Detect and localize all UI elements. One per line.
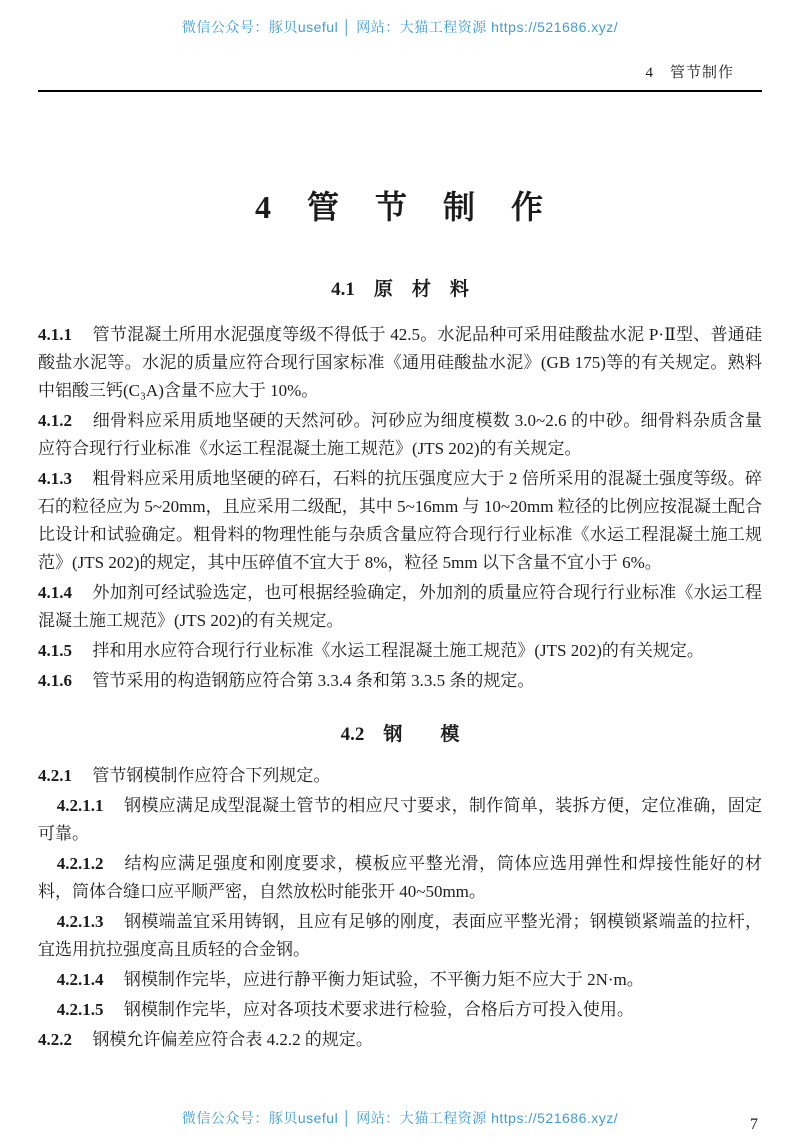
clause-4-2-2 (38, 1026, 762, 1054)
clause-4-2-1-4-number: 4.2.1.4 (56, 970, 104, 989)
clause-4-2-1-4 (38, 966, 762, 994)
watermark-top: 微信公众号：豚贝useful │ 网站：大猫工程资源 https://521686.xyz/ (181, 19, 619, 35)
page-number: 7 (750, 1116, 758, 1133)
clause-4-2-1-5-number: 4.2.1.5 (56, 1000, 104, 1019)
clause-4-1-3-number: 4.1.3 (38, 469, 72, 488)
header-rule (38, 90, 762, 92)
clause-4-1-6 (38, 667, 762, 695)
clause-4-2-2-text: 钢模允许偏差应符合表 4.2.2 的规定。 (92, 1030, 373, 1049)
clause-4-1-2 (38, 407, 762, 463)
clause-4-2-1-5 (38, 996, 762, 1024)
clause-4-1-3-text: 粗骨料应采用质地坚硬的碎石，石料的抗压强度应大于 2 倍所采用的混凝土强度等级。碎石的粒径应为 5~20mm，且应采用二级配，其中 5~16mm 与 10~20mm 粒径的比例应按混凝土配合比设计和试验确定。粗骨料的物理性能与杂质含量应符合现行行业标准《水运工程混凝土施工规范》(JTS 202)的规定，其中压碎值不宜大于 8%，粒径 5mm 以下含量不宜小于 6%。 (38, 469, 762, 572)
clause-4-2-1-3-number: 4.2.1.3 (56, 912, 104, 931)
clause-4-1-1 (38, 321, 762, 405)
watermark-bottom: 微信公众号：豚贝useful │ 网站：大猫工程资源 https://521686.xyz/ (181, 1110, 619, 1126)
clause-4-2-1-text: 管节钢模制作应符合下列规定。 (92, 766, 331, 785)
clause-4-2-1-1 (38, 792, 762, 848)
clause-4-1-1-text: 管节混凝土所用水泥强度等级不得低于 42.5。水泥品种可采用硅酸盐水泥 P·Ⅱ型、普通硅酸盐水泥等。水泥的质量应符合现行国家标准《通用硅酸盐水泥》(GB 175)等的有关规定。熟料中铝酸三钙(C₃A)含量不应大于 10%。 (38, 325, 762, 400)
chapter-title: 4 管 节 制 作 (254, 189, 545, 225)
clause-4-2-1-1-text: 钢模应满足成型混凝土管节的相应尺寸要求，制作简单，装拆方便，定位准确，固定可靠。 (38, 796, 762, 843)
clause-4-1-4-text: 外加剂可经试验选定，也可根据经验确定，外加剂的质量应符合现行行业标准《水运工程混凝土施工规范》(JTS 202)的有关规定。 (38, 583, 762, 630)
clause-4-1-4 (38, 579, 762, 635)
clause-4-1-4-number: 4.1.4 (38, 583, 72, 602)
clause-4-1-1-number: 4.1.1 (38, 325, 72, 344)
clause-4-1-6-number: 4.1.6 (38, 671, 72, 690)
clause-4-1-5 (38, 637, 762, 665)
clause-4-1-2-text: 细骨料应采用质地坚硬的天然河砂。河砂应为细度模数 3.0~2.6 的中砂。细骨料杂质含量应符合现行行业标准《水运工程混凝土施工规范》(JTS 202)的有关规定。 (38, 411, 762, 458)
clause-4-1-5-text: 拌和用水应符合现行行业标准《水运工程混凝土施工规范》(JTS 202)的有关规定。 (92, 641, 704, 660)
clause-4-1-2-number: 4.1.2 (38, 411, 72, 430)
clause-4-2-1-1-number: 4.2.1.1 (56, 796, 104, 815)
clause-4-2-1-3-text: 钢模端盖宜采用铸钢，且应有足够的刚度，表面应平整光滑；钢模锁紧端盖的拉杆，宜选用抗拉强度高且质轻的合金钢。 (38, 912, 762, 959)
clause-4-2-1-2-number: 4.2.1.2 (56, 854, 104, 873)
clause-4-2-1-2 (38, 850, 762, 906)
clause-4-1-3 (38, 465, 762, 577)
clause-4-2-1-4-text: 钢模制作完毕，应进行静平衡力矩试验，不平衡力矩不应大于 2N·m。 (123, 970, 644, 989)
clause-4-2-2-number: 4.2.2 (38, 1030, 72, 1049)
clause-4-2-1 (38, 762, 762, 790)
running-header-title: 4 管节制作 (645, 65, 734, 81)
clause-4-2-1-5-text: 钢模制作完毕，应对各项技术要求进行检验，合格后方可投入使用。 (123, 1000, 634, 1019)
clause-4-2-1-3 (38, 908, 762, 964)
clause-4-1-6-text: 管节采用的构造钢筋应符合第 3.3.4 条和第 3.3.5 条的规定。 (92, 671, 535, 690)
clause-4-1-5-number: 4.1.5 (38, 641, 72, 660)
clause-4-2-1-number: 4.2.1 (38, 766, 72, 785)
running-header (38, 37, 762, 90)
section-4-1-heading: 4.1 原 材 料 (331, 279, 469, 300)
clause-4-2-1-2-text: 结构应满足强度和刚度要求，模板应平整光滑，筒体应选用弹性和焊接性能好的材料，筒体合缝口应平顺严密，自然放松时能张开 40~50mm。 (38, 854, 762, 901)
section-4-2-heading: 4.2 钢 模 (340, 724, 460, 745)
